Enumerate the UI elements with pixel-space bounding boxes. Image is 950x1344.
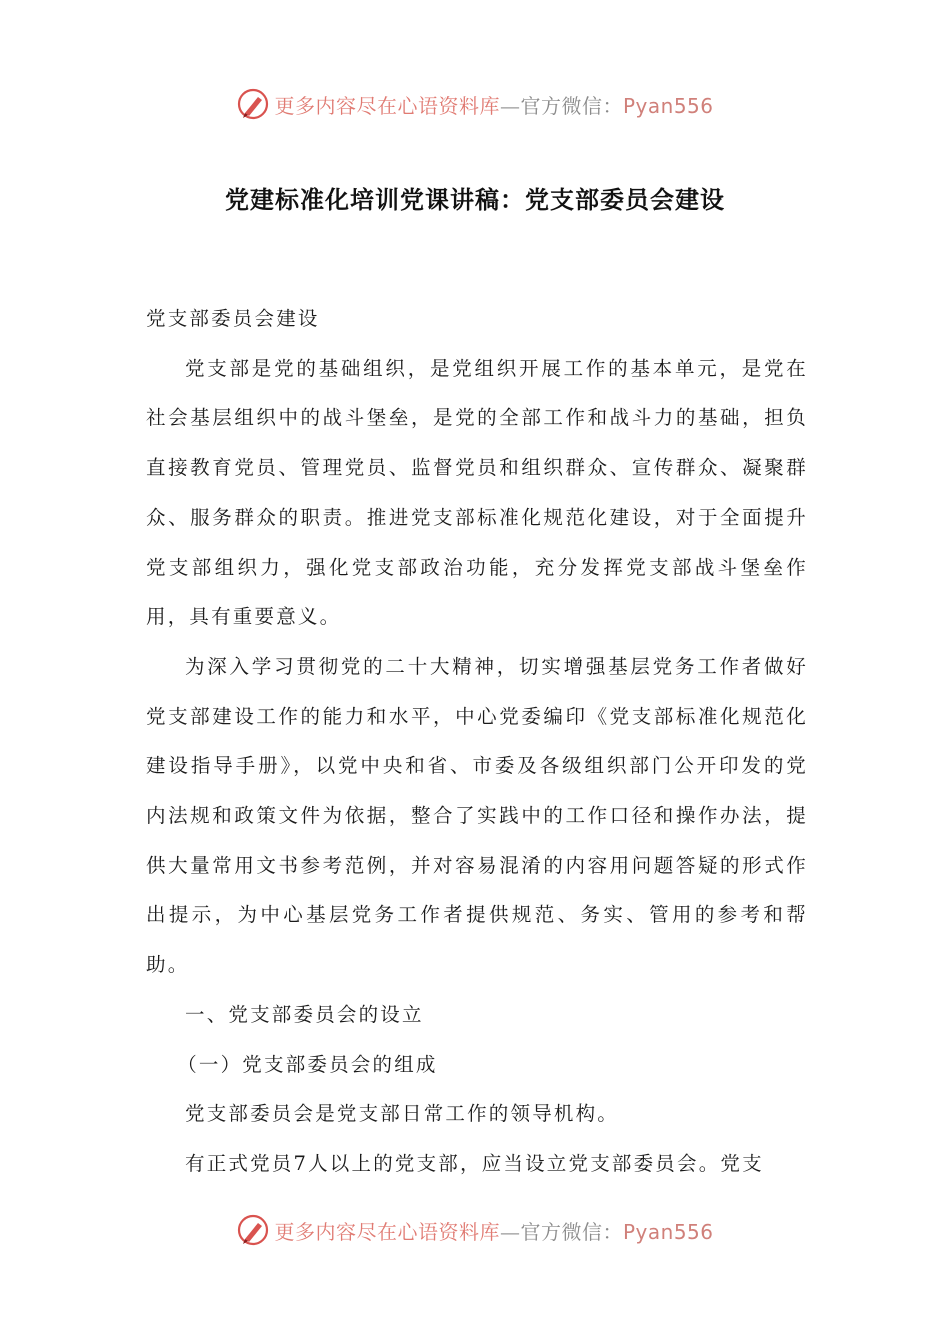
paragraph-3: 党支部委员会是党支部日常工作的领导机构。 [185,1102,620,1126]
header-banner-text: 更多内容尽在心语资料库—官方微信：Pyan556 [274,93,714,118]
paragraph-4: 有正式党员7人以上的党支部，应当设立党支部委员会。党支 [185,1151,764,1175]
paragraph-1: 党支部是党的基础组织，是党组织开展工作的基本单元，是党在社会基层组织中的战斗堡垒，是党的全部工作和战斗力的基础，担负直接教育党员、管理党员、监督党员和组织群众、宣传群众、凝聚群众、服务群众的职责。推进党支部标准化规范化建设，对于全面提升党支部组织力，强化党支部政治功能，充分发挥党支部战斗堡垒作用，具有重要意义。 [146,356,808,629]
footer-banner-text: 更多内容尽在心语资料库—官方微信：Pyan556 [274,1219,714,1244]
heading-level-2: （一）党支部委员会的组成 [177,1052,438,1076]
heading-level-1: 一、党支部委员会的设立 [185,1002,424,1026]
footer-banner [0,1210,950,1250]
pen-logo-icon [236,1213,270,1247]
pen-logo-icon [236,87,270,121]
document-body [146,294,808,1189]
paragraph-2: 为深入学习贯彻党的二十大精神，切实增强基层党务工作者做好党支部建设工作的能力和水平，中心党委编印《党支部标准化规范化建设指导手册》，以党中央和省、市委及各级组织部门公开印发的党内法规和政策文件为依据，整合了实践中的工作口径和操作办法，提供大量常用文书参考范例，并对容易混淆的内容用问题答疑的形式作出提示，为中心基层党务工作者提供规范、务实、管用的参考和帮助。 [146,654,808,977]
document-title: 党建标准化培训党课讲稿：党支部委员会建设 [225,185,725,214]
section-subtitle: 党支部委员会建设 [146,307,320,330]
header-banner [0,84,950,124]
